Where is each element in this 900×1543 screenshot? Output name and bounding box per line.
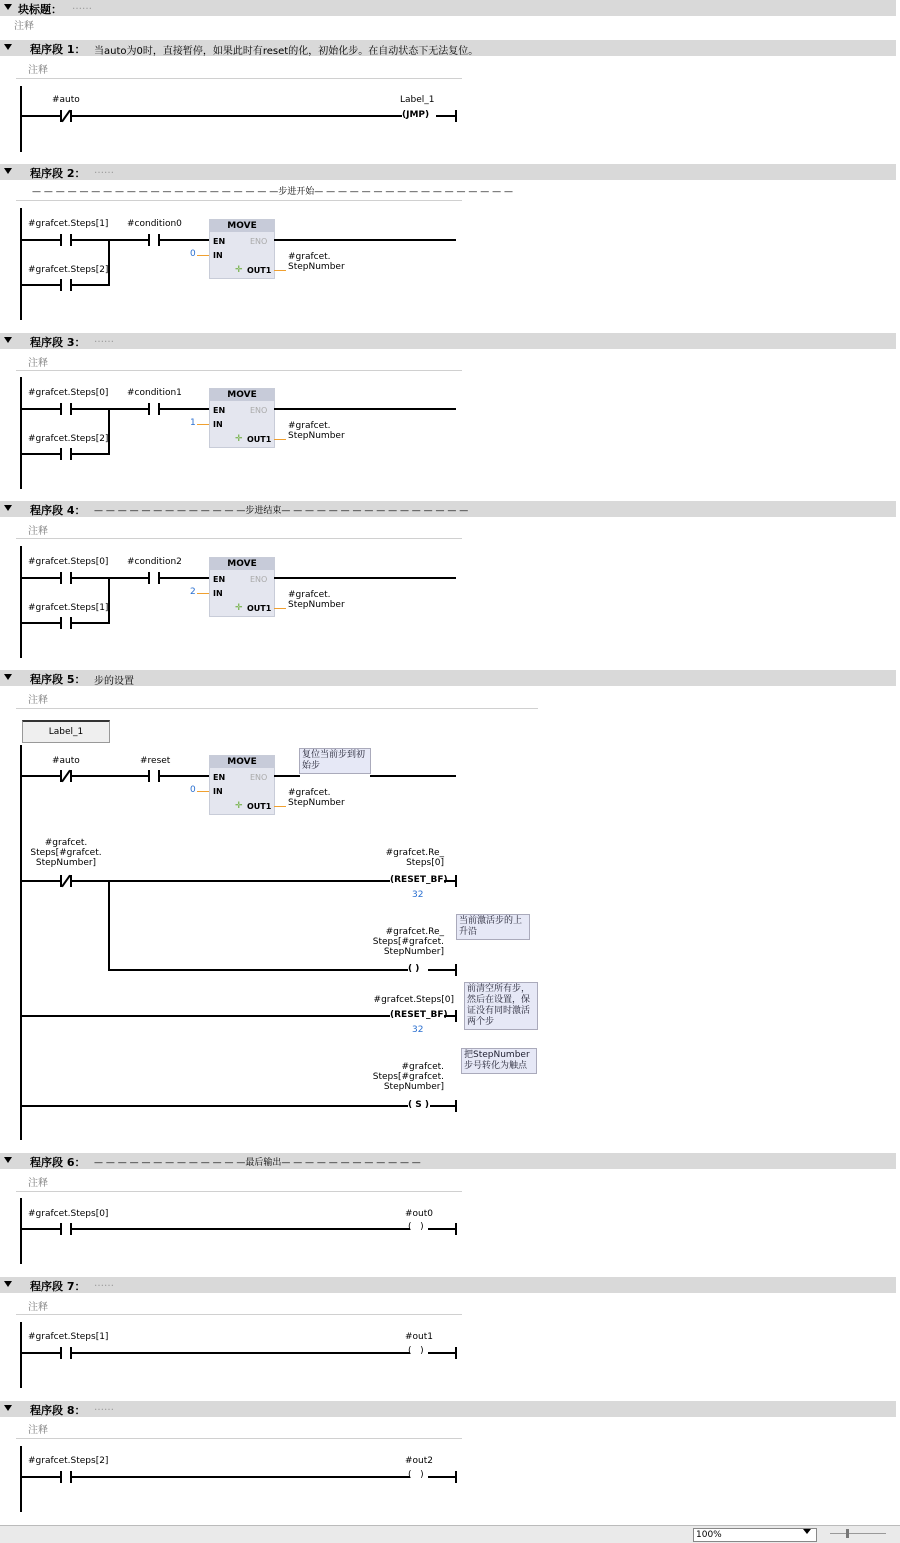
en-pin: EN: [213, 406, 226, 415]
divider: [16, 708, 538, 709]
network-6-title: 程序段 6：: [30, 1156, 86, 1169]
network-8-description[interactable]: ……: [94, 1402, 114, 1413]
wire: [274, 408, 456, 410]
tooltip-comment-4[interactable]: 把StepNumber步号转化为触点: [461, 1048, 537, 1074]
wire: [430, 1105, 456, 1107]
collapse-arrow-icon[interactable]: [4, 168, 12, 174]
n2-condition-operand[interactable]: #condition0: [127, 219, 182, 229]
network-2-header[interactable]: [0, 164, 896, 180]
wire: [160, 775, 210, 777]
wire: [22, 1105, 408, 1107]
n5-coil2-operand[interactable]: #grafcet.Re_ Steps[#grafcet. StepNumber]: [372, 927, 444, 957]
tooltip-comment-1[interactable]: 复位当前步到初始步: [299, 748, 371, 774]
n5-coil3-count[interactable]: 32: [412, 1025, 424, 1035]
network-5-description[interactable]: 步的设置: [94, 676, 134, 687]
n8-output-operand[interactable]: #out2: [405, 1456, 434, 1466]
move-title: MOVE: [210, 389, 274, 401]
network-7-comment[interactable]: 注释: [28, 1302, 48, 1313]
network-6-comment[interactable]: 注释: [28, 1178, 48, 1189]
contact-bar: [60, 279, 62, 291]
collapse-arrow-icon[interactable]: [4, 1405, 12, 1411]
tooltip-comment-2[interactable]: 当前激活步的上升沿: [456, 914, 530, 940]
n5-reset-operand[interactable]: #reset: [140, 756, 171, 766]
power-rail: [20, 208, 22, 320]
network-4-comment[interactable]: 注释: [28, 526, 48, 537]
network-label[interactable]: Label_1: [22, 720, 110, 743]
wire: [72, 1476, 410, 1478]
wire: [72, 453, 110, 455]
add-output-icon[interactable]: ✛: [235, 603, 243, 613]
in-connector: [197, 255, 209, 256]
move-title: MOVE: [210, 558, 274, 570]
contact-bar: [148, 572, 150, 584]
block-title-placeholder[interactable]: ……: [72, 1, 92, 12]
n8-contact-operand[interactable]: #grafcet.Steps[2]: [28, 1456, 109, 1466]
wire: [428, 969, 456, 971]
n5-out-operand[interactable]: #grafcet. StepNumber: [288, 788, 345, 808]
network-3-description[interactable]: ……: [94, 334, 114, 345]
network-8-comment[interactable]: 注释: [28, 1425, 48, 1436]
eno-pin: ENO: [250, 773, 268, 782]
wire-end: [455, 1100, 457, 1112]
divider: [16, 1314, 462, 1315]
in-pin: IN: [213, 589, 223, 598]
network-5-title: 程序段 5：: [30, 673, 86, 686]
power-rail: [20, 1322, 22, 1388]
wire: [22, 1352, 60, 1354]
wire: [428, 1352, 456, 1354]
output-coil-2[interactable]: ( ): [408, 964, 420, 974]
power-rail: [20, 1198, 22, 1264]
network-6-description[interactable]: — — — — — — — — — — — — —最后输出— — — — — — — — — — — —: [94, 1158, 421, 1168]
en-pin: EN: [213, 773, 226, 782]
wire: [274, 577, 456, 579]
block-title-header[interactable]: [0, 0, 896, 16]
eno-pin: ENO: [250, 575, 268, 584]
jmp-coil[interactable]: (JMP): [402, 110, 430, 120]
power-rail: [20, 1446, 22, 1512]
in-connector: [197, 593, 209, 594]
contact-bar: [60, 1347, 62, 1359]
network-4-description[interactable]: — — — — — — — — — — — — —步进结束— — — — — — — — — — — — — — — —: [94, 506, 469, 516]
n6-contact-operand[interactable]: #grafcet.Steps[0]: [28, 1209, 109, 1219]
in-connector: [197, 424, 209, 425]
wire: [160, 239, 210, 241]
wire: [274, 775, 300, 777]
power-rail: [20, 546, 22, 658]
move-block[interactable]: [209, 557, 275, 617]
network-1-header[interactable]: [0, 40, 896, 56]
network-3-header[interactable]: [0, 333, 896, 349]
n3-condition-operand[interactable]: #condition1: [127, 388, 182, 398]
out-connector: [274, 270, 286, 271]
wire: [274, 239, 456, 241]
n4-condition-operand[interactable]: #condition2: [127, 557, 182, 567]
n7-contact-operand[interactable]: #grafcet.Steps[1]: [28, 1332, 109, 1342]
network-3-comment[interactable]: 注释: [28, 358, 48, 369]
divider: [16, 370, 462, 371]
n4-out-operand[interactable]: #grafcet. StepNumber: [288, 590, 345, 610]
collapse-arrow-icon[interactable]: [4, 1281, 12, 1287]
contact-bar: [60, 1471, 62, 1483]
contact-bar: [148, 770, 150, 782]
network-8-header[interactable]: [0, 1401, 896, 1417]
n3-contact1-operand[interactable]: #grafcet.Steps[0]: [28, 388, 109, 398]
power-rail: [20, 745, 22, 1140]
wire: [22, 115, 60, 117]
wire: [22, 880, 60, 882]
n4-contact2-operand[interactable]: #grafcet.Steps[1]: [28, 603, 109, 613]
output-coil[interactable]: ( ): [408, 1346, 424, 1356]
divider: [16, 538, 462, 539]
n5-coil1-operand[interactable]: #grafcet.Re_ Steps[0]: [385, 848, 444, 868]
wire: [72, 1352, 410, 1354]
network-6-header[interactable]: [0, 1153, 896, 1169]
n4-contact1-operand[interactable]: #grafcet.Steps[0]: [28, 557, 109, 567]
wire: [72, 880, 390, 882]
out-pin: OUT1: [247, 266, 272, 275]
add-output-icon[interactable]: ✛: [235, 801, 243, 811]
wire: [72, 577, 148, 579]
wire: [22, 1228, 60, 1230]
wire: [22, 284, 60, 286]
contact-bar: [60, 572, 62, 584]
divider: [16, 200, 462, 201]
wire: [108, 880, 110, 970]
wire: [72, 115, 402, 117]
contact-bar: [148, 403, 150, 415]
wire: [22, 775, 60, 777]
wire: [72, 775, 148, 777]
add-output-icon[interactable]: ✛: [235, 434, 243, 444]
move-title: MOVE: [210, 756, 274, 768]
collapse-arrow-icon[interactable]: [4, 674, 12, 680]
in-pin: IN: [213, 420, 223, 429]
collapse-arrow-icon[interactable]: [4, 505, 12, 511]
wire-end: [455, 875, 457, 887]
eno-pin: ENO: [250, 237, 268, 246]
move-block[interactable]: [209, 388, 275, 448]
wire: [22, 239, 60, 241]
out-connector: [274, 806, 286, 807]
wire: [436, 115, 456, 117]
network-4-header[interactable]: [0, 501, 896, 517]
collapse-arrow-icon[interactable]: [4, 337, 12, 343]
wire: [72, 1228, 410, 1230]
wire: [428, 1228, 456, 1230]
set-coil-4[interactable]: ( S ): [408, 1100, 429, 1110]
contact-bar: [60, 448, 62, 460]
wire: [428, 1476, 456, 1478]
n6-output-operand[interactable]: #out0: [405, 1209, 434, 1219]
zoom-slider-handle[interactable]: [846, 1529, 849, 1538]
reset-bf-coil-1[interactable]: (RESET_BF: [390, 875, 444, 885]
wire: [22, 1015, 390, 1017]
n5-auto-operand[interactable]: #auto: [52, 756, 80, 766]
n2-out-operand[interactable]: #grafcet. StepNumber: [288, 252, 345, 272]
wire: [22, 577, 60, 579]
collapse-arrow-icon[interactable]: [4, 44, 12, 50]
n3-in-value[interactable]: 1: [190, 418, 196, 428]
n5-coil1-count[interactable]: 32: [412, 890, 424, 900]
wire: [108, 577, 110, 624]
wire: [108, 969, 408, 971]
en-pin: EN: [213, 237, 226, 246]
contact-bar: [148, 234, 150, 246]
collapse-arrow-icon[interactable]: [4, 4, 12, 10]
out-connector: [274, 439, 286, 440]
wire: [108, 239, 110, 286]
wire-end: [455, 1471, 457, 1483]
network-2-title: 程序段 2：: [30, 167, 86, 180]
move-block[interactable]: [209, 755, 275, 815]
n5-in-value[interactable]: 0: [190, 785, 196, 795]
collapse-arrow-icon[interactable]: [4, 1157, 12, 1163]
wire: [72, 284, 110, 286]
n5-coil3-operand[interactable]: #grafcet.Steps[0]: [373, 995, 454, 1005]
wire: [160, 577, 210, 579]
wire: [22, 408, 60, 410]
n4-in-value[interactable]: 2: [190, 587, 196, 597]
network-7-header[interactable]: [0, 1277, 896, 1293]
network-7-description[interactable]: ……: [94, 1278, 114, 1289]
block-comment[interactable]: 注释: [14, 21, 34, 32]
n5-step-contact-operand[interactable]: #grafcet. Steps[#grafcet. StepNumber]: [30, 838, 102, 868]
wire: [22, 453, 60, 455]
network-1-comment[interactable]: 注释: [28, 65, 48, 76]
power-rail: [20, 377, 22, 489]
network-4-title: 程序段 4：: [30, 504, 86, 517]
wire: [22, 622, 60, 624]
contact-bar: [60, 617, 62, 629]
divider: [16, 1191, 462, 1192]
reset-bf-coil-3[interactable]: (RESET_BF: [390, 1010, 444, 1020]
wire: [160, 408, 210, 410]
n2-contact2-operand[interactable]: #grafcet.Steps[2]: [28, 265, 109, 275]
wire: [22, 1476, 60, 1478]
contact-bar: [60, 403, 62, 415]
n3-out-operand[interactable]: #grafcet. StepNumber: [288, 421, 345, 441]
out-connector: [274, 608, 286, 609]
wire: [72, 408, 148, 410]
output-coil[interactable]: ( ): [408, 1222, 424, 1232]
en-pin: EN: [213, 575, 226, 584]
contact-bar: [60, 1223, 62, 1235]
network-8-title: 程序段 8：: [30, 1404, 86, 1417]
wire-end: [455, 110, 457, 122]
n1-jmp-label[interactable]: Label_1: [400, 95, 435, 105]
n1-contact-operand[interactable]: #auto: [52, 95, 80, 105]
divider: [16, 1438, 462, 1439]
network-2-comment[interactable]: — — — — — — — — — — — — — — — — — — — — —步进开始— — — — — — — — — — — — — — — — —: [32, 187, 513, 197]
divider: [16, 78, 462, 79]
network-5-comment[interactable]: 注释: [28, 695, 48, 706]
chevron-down-icon[interactable]: [803, 1529, 811, 1534]
wire-end: [455, 1223, 457, 1235]
network-1-title: 程序段 1：: [30, 43, 86, 56]
n2-in-value[interactable]: 0: [190, 249, 196, 259]
wire-end: [455, 1010, 457, 1022]
network-1-description[interactable]: 当auto为0时，直接暂停，如果此时有reset的化，初始化步。在自动状态下无法复位。: [94, 46, 479, 57]
contact-bar: [60, 234, 62, 246]
move-title: MOVE: [210, 220, 274, 232]
n5-coil4-operand[interactable]: #grafcet. Steps[#grafcet. StepNumber]: [372, 1062, 444, 1092]
n3-contact2-operand[interactable]: #grafcet.Steps[2]: [28, 434, 109, 444]
zoom-select[interactable]: 100%: [693, 1528, 817, 1542]
out-pin: OUT1: [247, 604, 272, 613]
in-connector: [197, 791, 209, 792]
zoom-slider-track[interactable]: [830, 1533, 886, 1534]
tooltip-comment-3[interactable]: 前清空所有步，然后在设置，保证没有同时激活两个步: [464, 982, 538, 1030]
add-output-icon[interactable]: ✛: [235, 265, 243, 275]
move-block[interactable]: [209, 219, 275, 279]
wire: [72, 239, 148, 241]
wire-end: [455, 964, 457, 976]
wire: [370, 775, 456, 777]
wire-end: [455, 1347, 457, 1359]
power-rail: [20, 86, 22, 152]
in-pin: IN: [213, 251, 223, 260]
wire: [108, 408, 110, 455]
n2-contact1-operand[interactable]: #grafcet.Steps[1]: [28, 219, 109, 229]
n7-output-operand[interactable]: #out1: [405, 1332, 434, 1342]
network-5-header[interactable]: [0, 670, 896, 686]
network-7-title: 程序段 7：: [30, 1280, 86, 1293]
network-3-title: 程序段 3：: [30, 336, 86, 349]
in-pin: IN: [213, 787, 223, 796]
out-pin: OUT1: [247, 802, 272, 811]
network-2-description[interactable]: ……: [94, 165, 114, 176]
output-coil[interactable]: ( ): [408, 1470, 424, 1480]
block-title-label: 块标题：: [18, 3, 62, 16]
out-pin: OUT1: [247, 435, 272, 444]
wire: [72, 622, 110, 624]
eno-pin: ENO: [250, 406, 268, 415]
